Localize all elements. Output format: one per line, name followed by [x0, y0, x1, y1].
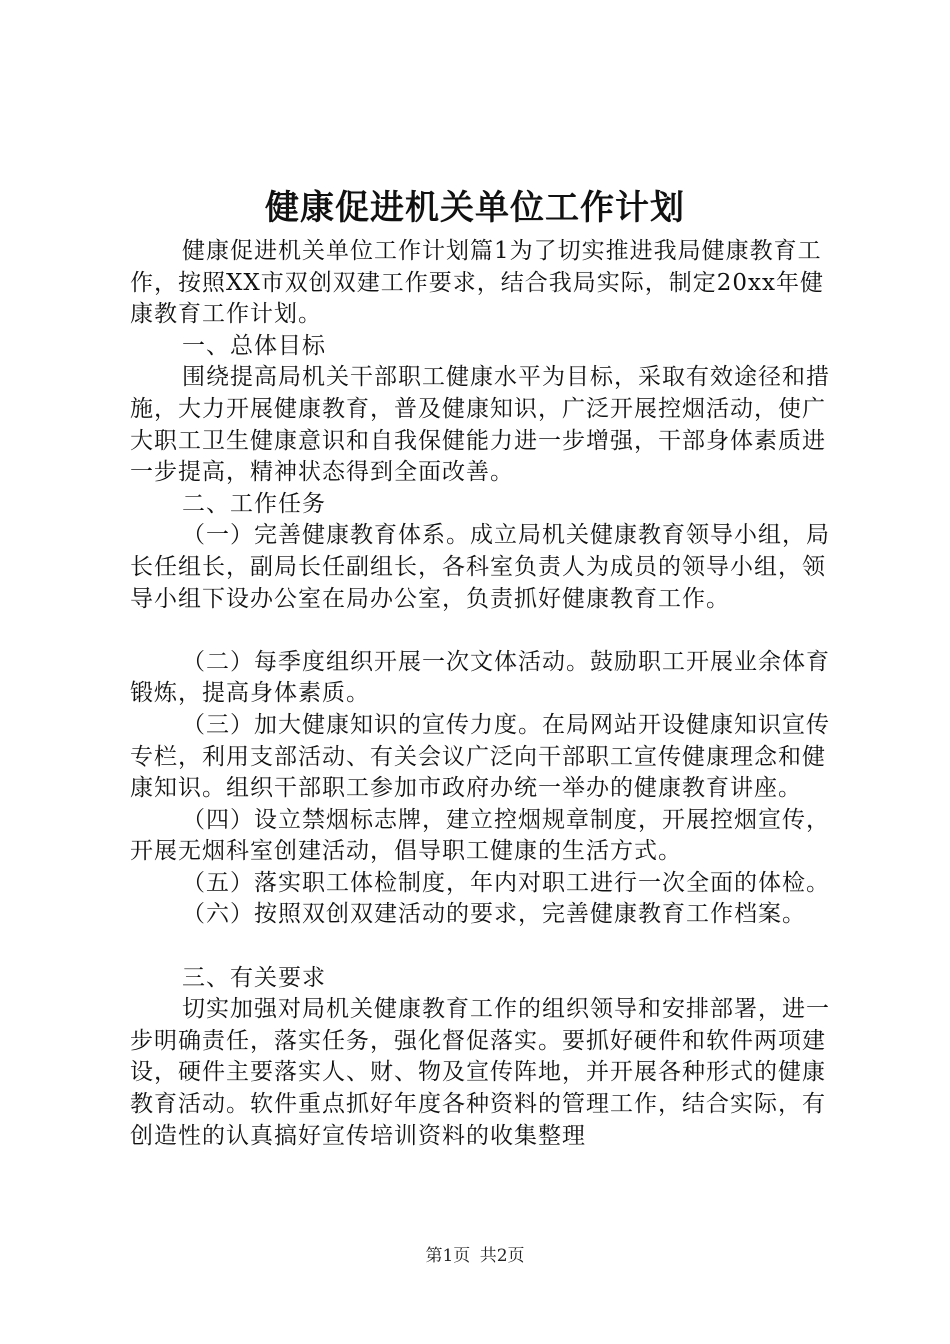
- requirements-paragraph: 切实加强对局机关健康教育工作的组织领导和安排部署，进一步明确责任，落实任务，强化督促落实。要抓好硬件和软件两项建设，硬件主要落实人、财、物及宣传阵地，并开展各种形式的健康教育活动。软件重点抓好年度各种资料的管理工作，结合实际，有创造性的认真搞好宣传培训资料的收集整理: [130, 996, 830, 1149]
- section-heading-requirements: 三、有关要求: [182, 964, 326, 991]
- section-heading-tasks: 二、工作任务: [182, 490, 326, 517]
- task-item-3: （三）加大健康知识的宣传力度。在局网站开设健康知识宣传专栏，利用支部活动、有关会议广泛向干部职工宣传健康理念和健康知识。组织干部职工参加市政府办统一举办的健康教育讲座。: [130, 711, 830, 802]
- task-item-4: （四）设立禁烟标志牌，建立控烟规章制度，开展控烟宣传，开展无烟科室创建活动，倡导职工健康的生活方式。: [130, 806, 830, 865]
- intro-paragraph: 健康促进机关单位工作计划篇1为了切实推进我局健康教育工作，按照XX市双创双建工作要求，结合我局实际，制定20xx年健康教育工作计划。: [130, 238, 824, 328]
- section-heading-goals: 一、总体目标: [182, 332, 326, 359]
- document-body: [130, 236, 830, 1152]
- task-item-6: （六）按照双创双建活动的要求，完善健康教育工作档案。: [182, 901, 806, 928]
- document-title: 健康促进机关单位工作计划: [265, 188, 685, 228]
- task-item-5: （五）落实职工体检制度，年内对职工进行一次全面的体检。: [182, 869, 830, 896]
- goals-paragraph: 围绕提高局机关干部职工健康水平为目标，采取有效途径和措施，大力开展健康教育，普及健康知识，广泛开展控烟活动，使广大职工卫生健康意识和自我保健能力进一步增强，干部身体素质进一步提高，精神状态得到全面改善。: [130, 364, 830, 486]
- task-item-2: （二）每季度组织开展一次文体活动。鼓励职工开展业余体育锻炼，提高身体素质。: [130, 648, 830, 707]
- page-total: 共2页: [479, 1246, 525, 1266]
- page-number: 第1页: [425, 1246, 471, 1266]
- task-item-1: （一）完善健康教育体系。成立局机关健康教育领导小组，局长任组长，副局长任副组长，各科室负责人为成员的领导小组，领导小组下设办公室在局办公室，负责抓好健康教育工作。: [130, 522, 830, 612]
- page-footer: [0, 1244, 950, 1268]
